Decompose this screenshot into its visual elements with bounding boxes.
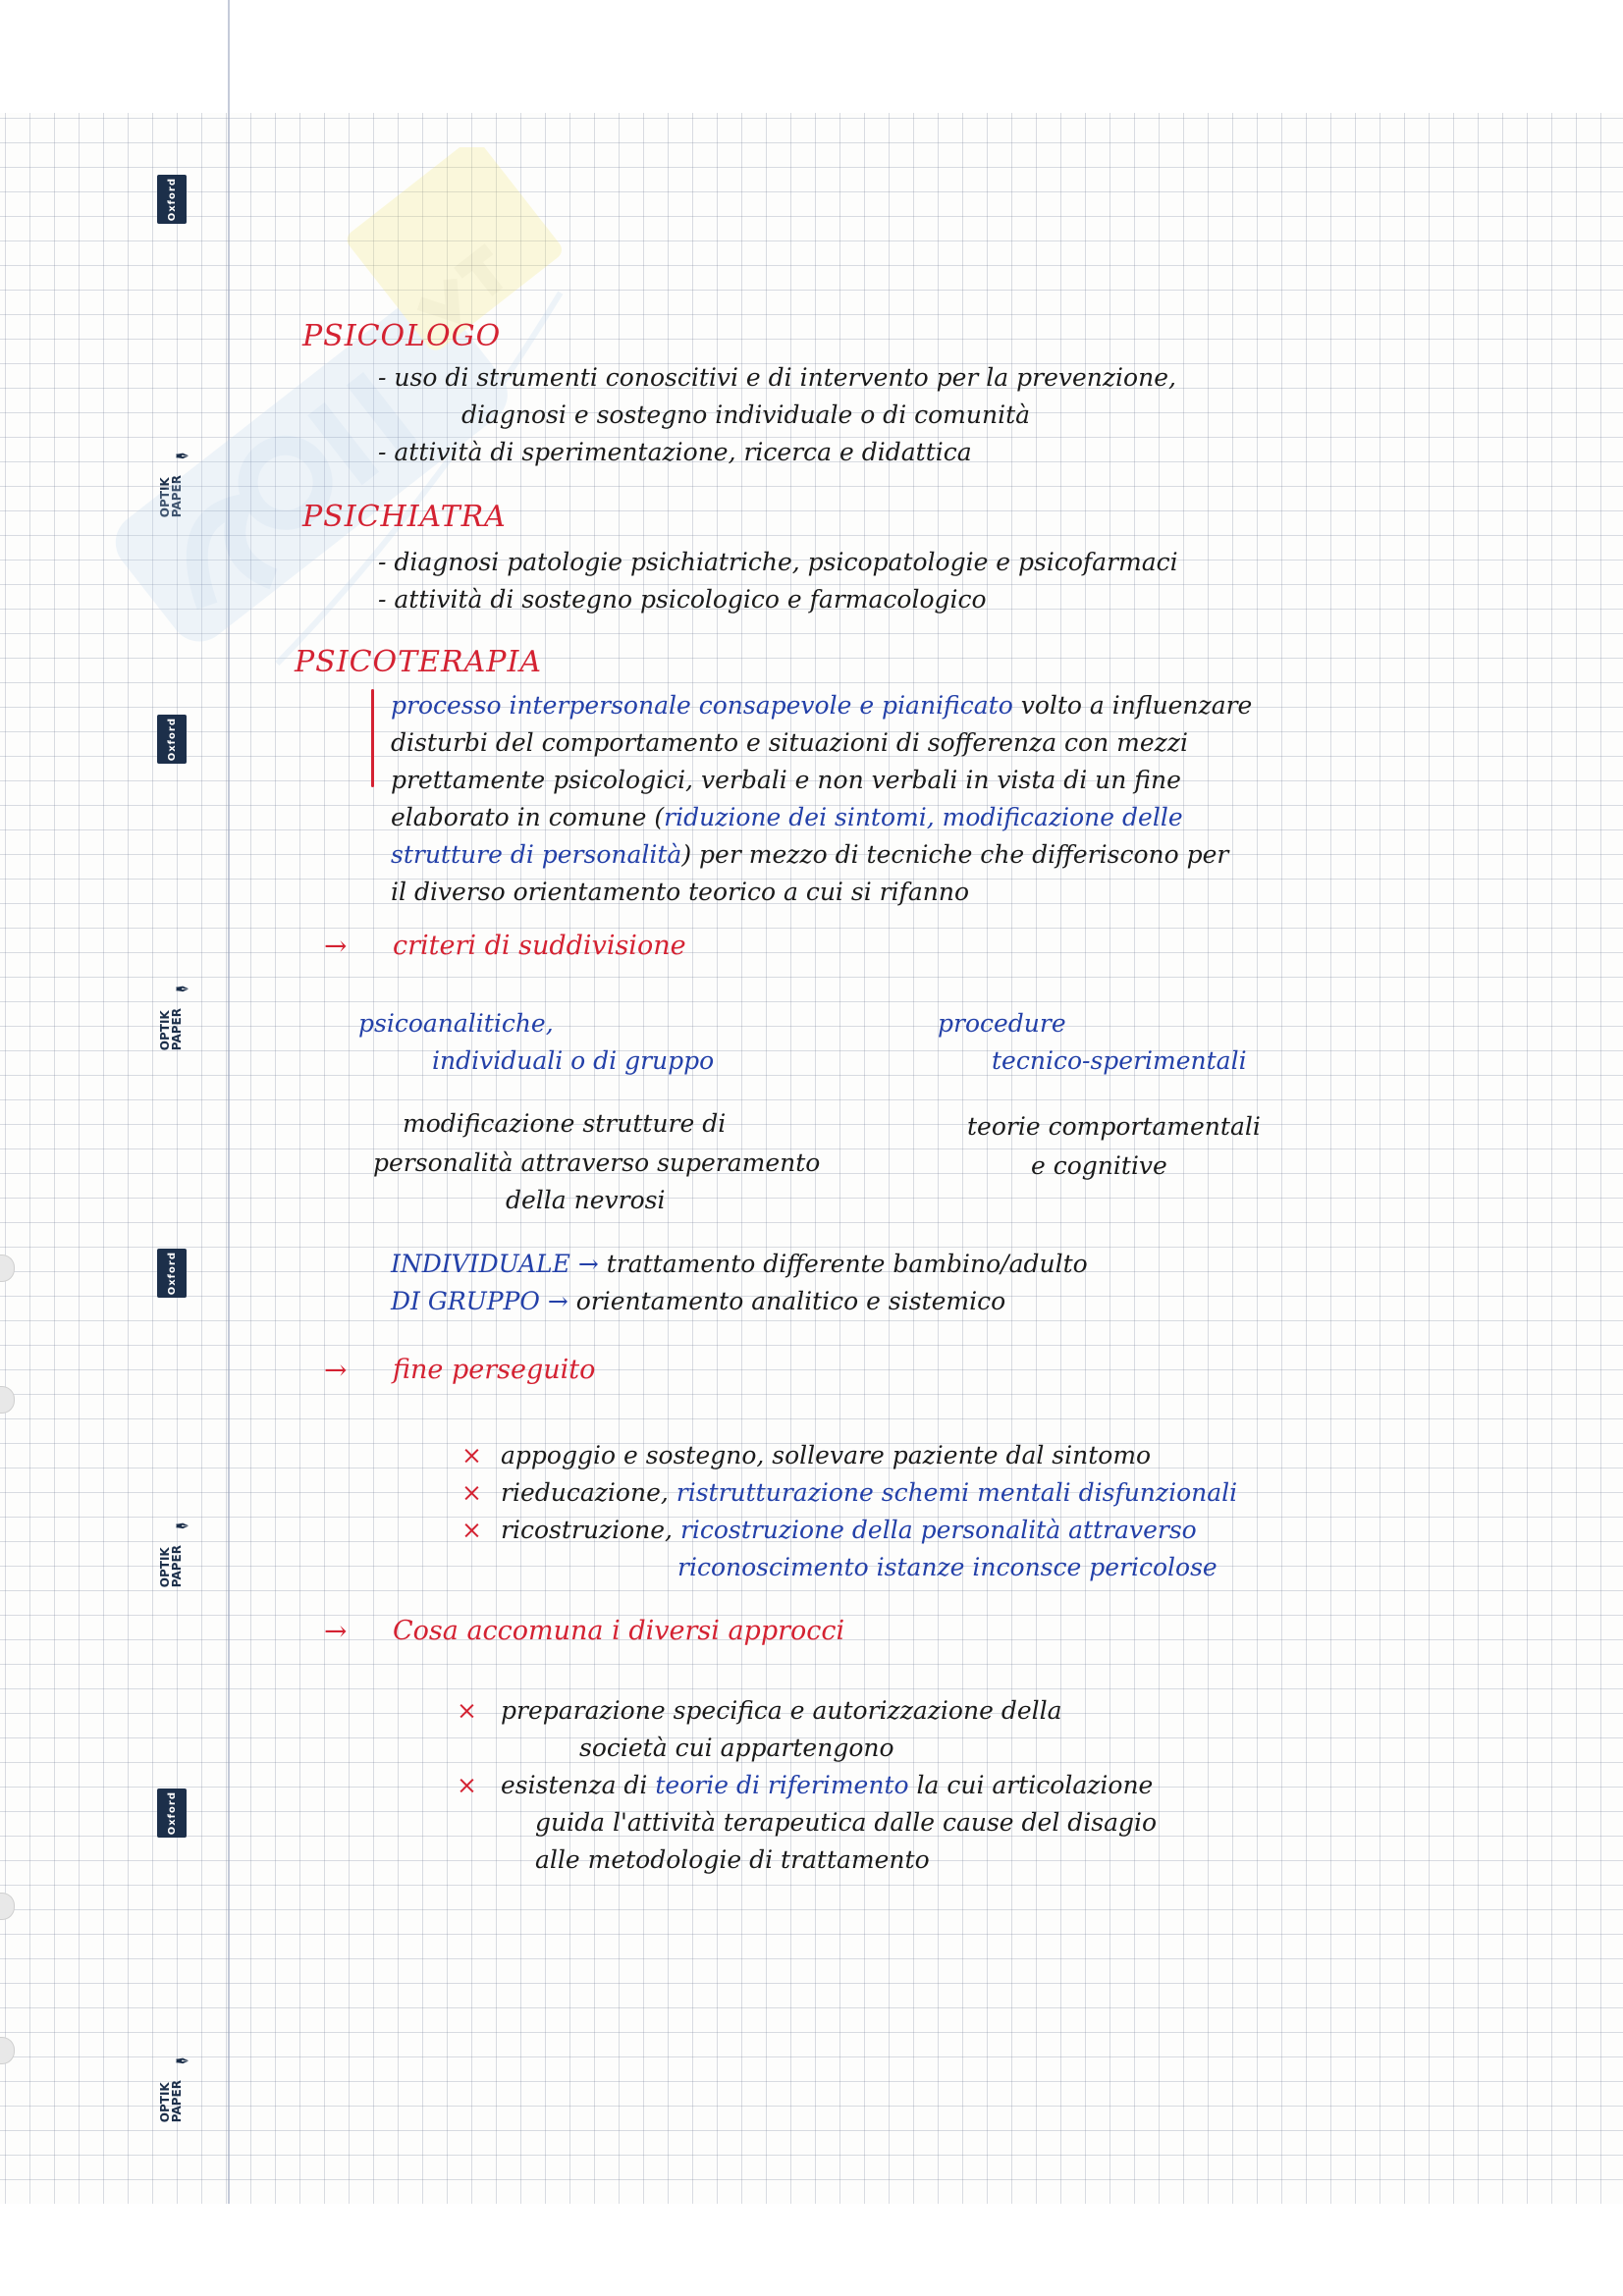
def-text: elaborato in comune ( <box>391 803 665 831</box>
psicologo-item-2: - attività di sperimentazione, ricerca e didattica <box>378 438 972 466</box>
cross-bullet-icon: × <box>461 1478 482 1507</box>
def-highlight: processo interpersonale consapevole e pianificato <box>391 691 1013 720</box>
oxford-logo-icon: Oxford <box>157 1789 187 1838</box>
fine-item-2 <box>501 1480 1237 1505</box>
arrow-icon: → <box>324 1615 348 1647</box>
gruppo-text: orientamento analitico e sistemico <box>575 1287 1006 1315</box>
criteri-left-head-2: individuali o di gruppo <box>432 1046 715 1075</box>
psicoterapia-def-line-2: disturbi del comportamento e situazioni di sofferenza con mezzi <box>391 728 1188 757</box>
binder-hole <box>0 2037 15 2064</box>
page-bottom-margin <box>0 2204 1623 2296</box>
margin-line <box>228 0 230 2296</box>
psichiatra-item-2: - attività di sostegno psicologico e farmacologico <box>378 585 987 614</box>
fine-item-text: appoggio e sostegno, sollevare paziente dal sintomo <box>501 1441 1152 1469</box>
gruppo-label: DI GRUPPO <box>391 1287 540 1315</box>
binder-hole <box>0 1893 15 1920</box>
optik-paper-logo-icon: ✒ OPTIK PAPER <box>158 2052 190 2122</box>
def-highlight: strutture di personalità <box>391 840 682 869</box>
arrow-icon: → <box>547 1287 568 1315</box>
oxford-logo-icon: Oxford <box>157 715 187 764</box>
accomuna-item-1-cont: società cui appartengono <box>579 1734 894 1762</box>
cross-bullet-icon: × <box>461 1516 482 1544</box>
criteri-right-head-1: procedure <box>938 1009 1066 1038</box>
criteri-right-head-2: tecnico-sperimentali <box>992 1046 1247 1075</box>
cross-bullet-icon: × <box>461 1441 482 1469</box>
psicoterapia-def-line-6: il diverso orientamento teorico a cui si rifanno <box>391 878 969 906</box>
def-text: ) per mezzo di tecniche che differiscono per <box>681 840 1229 869</box>
def-highlight: riduzione dei sintomi, modificazione delle <box>664 803 1183 831</box>
accomuna-item-text: la cui articolazione <box>908 1771 1154 1799</box>
individuale-label: INDIVIDUALE <box>391 1250 570 1278</box>
criteri-left-body-1: modificazione strutture di <box>403 1109 727 1138</box>
binder-hole <box>0 1386 15 1414</box>
optik-paper-logo-icon: ✒ OPTIK PAPER <box>158 447 190 517</box>
accomuna-item-highlight: teorie di riferimento <box>655 1771 909 1799</box>
psicoterapia-def-line-5 <box>391 842 1228 867</box>
accomuna-item-2 <box>501 1773 1153 1797</box>
optik-paper-logo-icon: ✒ OPTIK PAPER <box>158 980 190 1050</box>
accomuna-item-2-cont-2: alle metodologie di trattamento <box>535 1845 930 1874</box>
heading-criteri: criteri di suddivisione <box>393 931 686 961</box>
definition-marker <box>371 689 374 787</box>
heading-psicologo: PSICOLOGO <box>302 319 502 353</box>
binder-hole <box>0 1255 15 1282</box>
individuale-row <box>391 1252 1088 1276</box>
fine-item-3-cont: riconoscimento istanze inconsce pericolose <box>677 1553 1217 1581</box>
psichiatra-item-1: - diagnosi patologie psichiatriche, psicopatologie e psicofarmaci <box>378 548 1178 576</box>
psicoterapia-def-line-1 <box>391 693 1252 718</box>
fine-item-3 <box>501 1518 1197 1542</box>
psicologo-item-1: - uso di strumenti conoscitivi e di intervento per la prevenzione, <box>378 363 1176 392</box>
arrow-icon: → <box>324 1354 348 1386</box>
heading-psicoterapia: PSICOTERAPIA <box>295 645 542 679</box>
gruppo-row <box>391 1289 1005 1313</box>
criteri-left-body-2: personalità attraverso superamento <box>373 1148 821 1177</box>
arrow-icon: → <box>577 1250 599 1278</box>
def-text: volto a influenzare <box>1012 691 1253 720</box>
cross-bullet-icon: × <box>457 1771 477 1799</box>
accomuna-item-2-cont-1: guida l'attività terapeutica dalle cause del disagio <box>535 1808 1158 1837</box>
criteri-right-body-2: e cognitive <box>1031 1151 1167 1180</box>
oxford-logo-icon: Oxford <box>157 1249 187 1298</box>
psicoterapia-def-line-3: prettamente psicologici, verbali e non verbali in vista di un fine <box>391 766 1181 794</box>
optik-paper-logo-icon: ✒ OPTIK PAPER <box>158 1517 190 1587</box>
arrow-icon: → <box>324 930 348 962</box>
criteri-right-body-1: teorie comportamentali <box>967 1112 1261 1141</box>
fine-item-highlight: ristrutturazione schemi mentali disfunzionali <box>676 1478 1238 1507</box>
fine-item-highlight: ricostruzione della personalità attraverso <box>679 1516 1197 1544</box>
fine-item-text: rieducazione, <box>501 1478 676 1507</box>
accomuna-item-text: esistenza di <box>501 1771 656 1799</box>
psicologo-item-1-cont: diagnosi e sostegno individuale o di comunità <box>461 400 1031 429</box>
heading-fine: fine perseguito <box>393 1355 596 1385</box>
oxford-logo-icon: Oxford <box>157 175 187 224</box>
accomuna-item-1: preparazione specifica e autorizzazione della <box>501 1696 1062 1725</box>
page-top-margin <box>0 0 1623 113</box>
cross-bullet-icon: × <box>457 1696 477 1725</box>
heading-psichiatra: PSICHIATRA <box>302 500 507 534</box>
criteri-left-body-3: della nevrosi <box>506 1186 666 1214</box>
criteri-left-head-1: psicoanalitiche, <box>358 1009 554 1038</box>
fine-item-text: ricostruzione, <box>501 1516 680 1544</box>
individuale-text: trattamento differente bambino/adulto <box>606 1250 1088 1278</box>
psicoterapia-def-line-4 <box>391 805 1183 829</box>
heading-accomuna: Cosa accomuna i diversi approcci <box>393 1616 845 1646</box>
fine-item-1 <box>501 1443 1151 1468</box>
